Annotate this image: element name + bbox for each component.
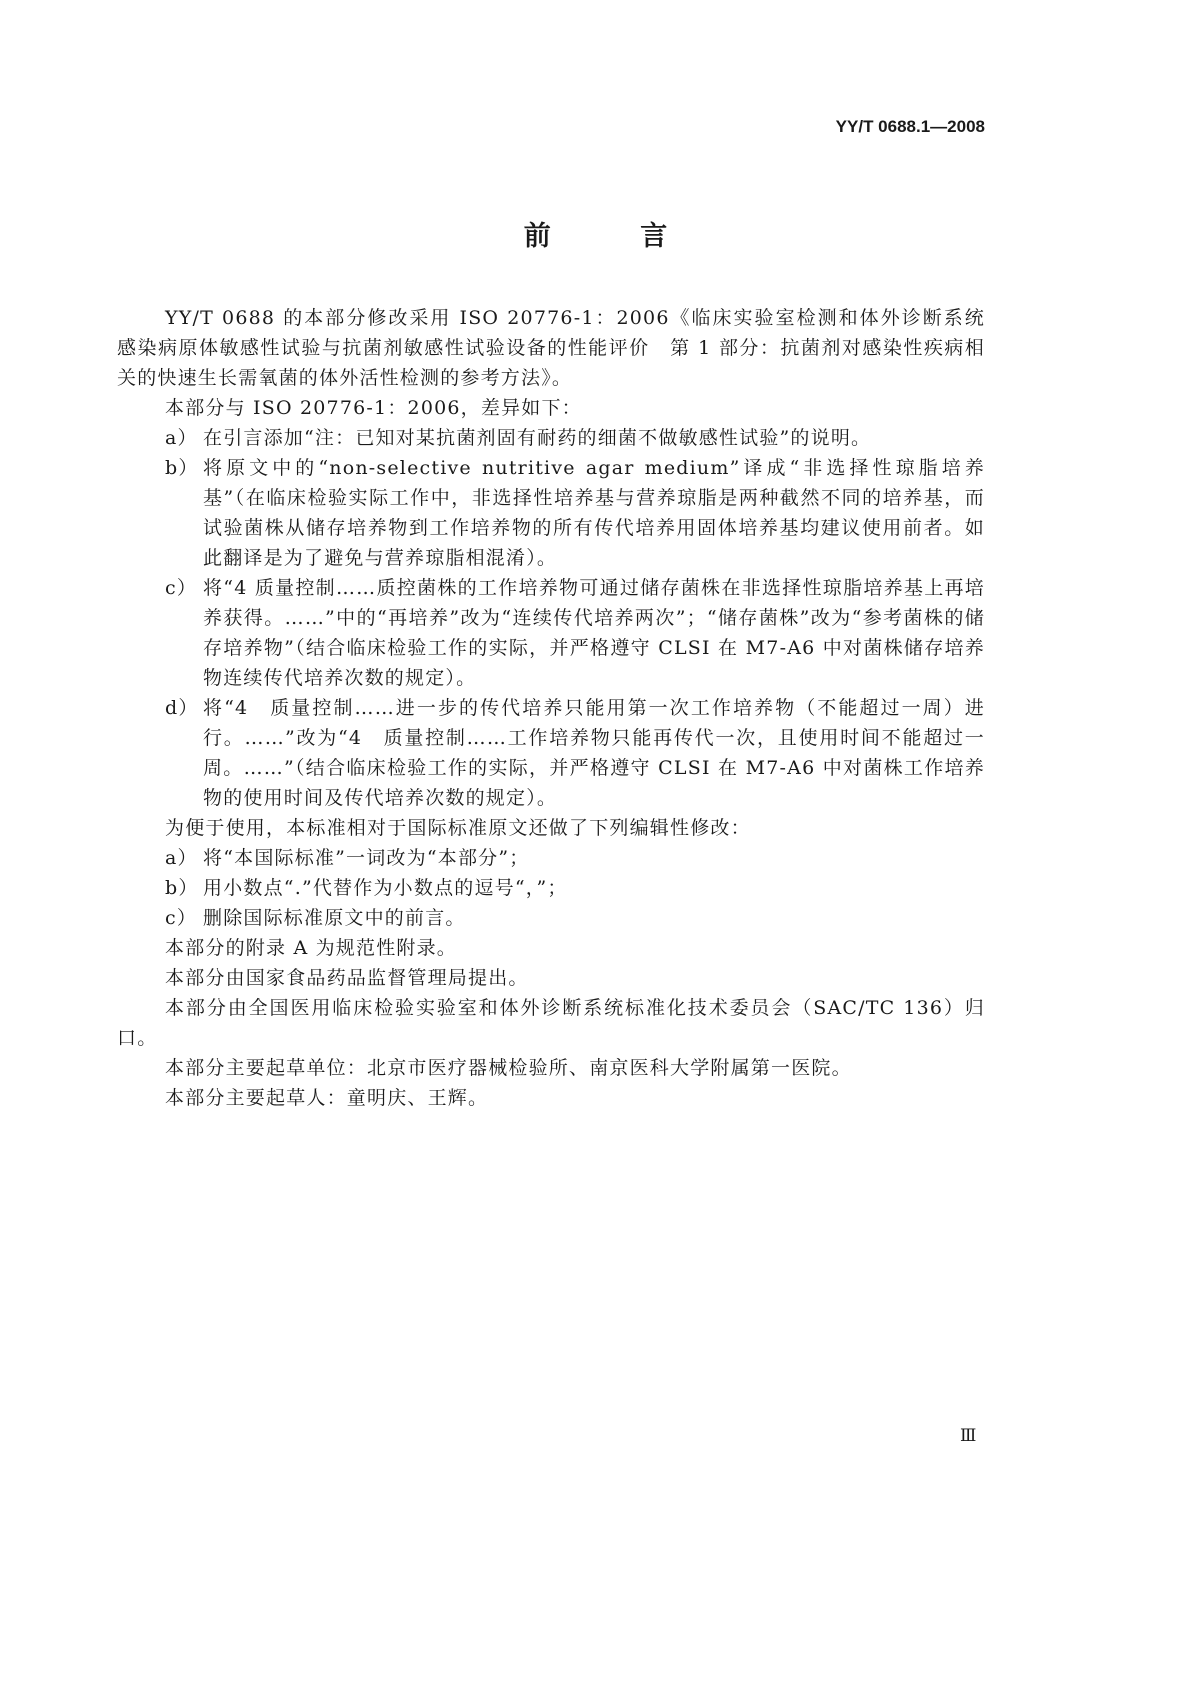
list-text: 在引言添加“注：已知对某抗菌剂固有耐药的细菌不做敏感性试验”的说明。 xyxy=(203,427,872,449)
paragraph-annex: 本部分的附录 A 为规范性附录。 xyxy=(165,937,458,959)
paragraph-differences-intro: 本部分与 ISO 20776-1：2006，差异如下： xyxy=(165,397,582,419)
list-item xyxy=(117,573,985,693)
page-title: 前 言 xyxy=(523,221,708,252)
list-item xyxy=(117,423,985,453)
list-text: 用小数点“.”代替作为小数点的逗号“，”； xyxy=(203,877,568,899)
list-item xyxy=(117,873,985,903)
list-label: b） xyxy=(165,457,199,479)
list-text: 将原文中的“non-selective nutritive agar medium”译成“非选择性琼脂培养基”（在临床检验实际工作中，非选择性培养基与营养琼脂是两种截然不同的培养基，而试验菌株从储存培养物到工作培养物的所有传代培养用固体培养基均建议使用前者。如此翻译是为了避免与营养琼脂相混淆）。 xyxy=(203,457,985,569)
list-label: b） xyxy=(165,877,199,899)
page-number: Ⅲ xyxy=(960,1426,977,1446)
list-text: 将“4 质量控制……进一步的传代培养只能用第一次工作培养物（不能超过一周）进行。……”改为“4 质量控制……工作培养物只能再传代一次，且使用时间不能超过一周。……”（结合临床检验工作的实际，并严格遵守 CLSI 在 M7-A6 中对菌株工作培养物的使用时间及传代培养次数的规定）。 xyxy=(203,697,985,809)
standard-number: YY/T 0688.1—2008 xyxy=(835,117,985,136)
list-item xyxy=(117,453,985,573)
paragraph-committee: 本部分由全国医用临床检验实验室和体外诊断系统标准化技术委员会（SAC/TC 136）归口。 xyxy=(117,997,985,1049)
paragraph-drafting-units: 本部分主要起草单位：北京市医疗器械检验所、南京医科大学附属第一医院。 xyxy=(165,1057,852,1079)
list-item xyxy=(117,693,985,813)
list-label: a） xyxy=(165,427,198,449)
paragraph-proposer: 本部分由国家食品药品监督管理局提出。 xyxy=(165,967,529,989)
list-label: d） xyxy=(165,697,199,719)
list-label: c） xyxy=(165,907,198,929)
paragraph-adoption: YY/T 0688 的本部分修改采用 ISO 20776-1：2006《临床实验室检测和体外诊断系统 感染病原体敏感性试验与抗菌剂敏感性试验设备的性能评价 第 1 部分：抗菌剂对感染性疾病相关的快速生长需氧菌的体外活性检测的参考方法》。 xyxy=(117,307,1006,389)
paragraph-editorial-intro: 为便于使用，本标准相对于国际标准原文还做了下列编辑性修改： xyxy=(165,817,751,839)
list-text: 将“本国际标准”一词改为“本部分”； xyxy=(203,847,530,869)
list-label: c） xyxy=(165,577,198,599)
list-label: a） xyxy=(165,847,198,869)
list-item xyxy=(117,843,985,873)
list-text: 删除国际标准原文中的前言。 xyxy=(203,907,466,929)
list-item xyxy=(117,903,985,933)
list-text: 将“4 质量控制……质控菌株的工作培养物可通过储存菌株在非选择性琼脂培养基上再培养获得。……”中的“再培养”改为“连续传代培养两次”；“储存菌株”改为“参考菌株的储存培养物”（结合临床检验工作的实际，并严格遵守 CLSI 在 M7-A6 中对菌株储存培养物连续传代培养次数的规定）。 xyxy=(203,577,985,689)
foreword-body xyxy=(117,303,1006,1113)
paragraph-drafters: 本部分主要起草人：童明庆、王辉。 xyxy=(165,1087,489,1109)
